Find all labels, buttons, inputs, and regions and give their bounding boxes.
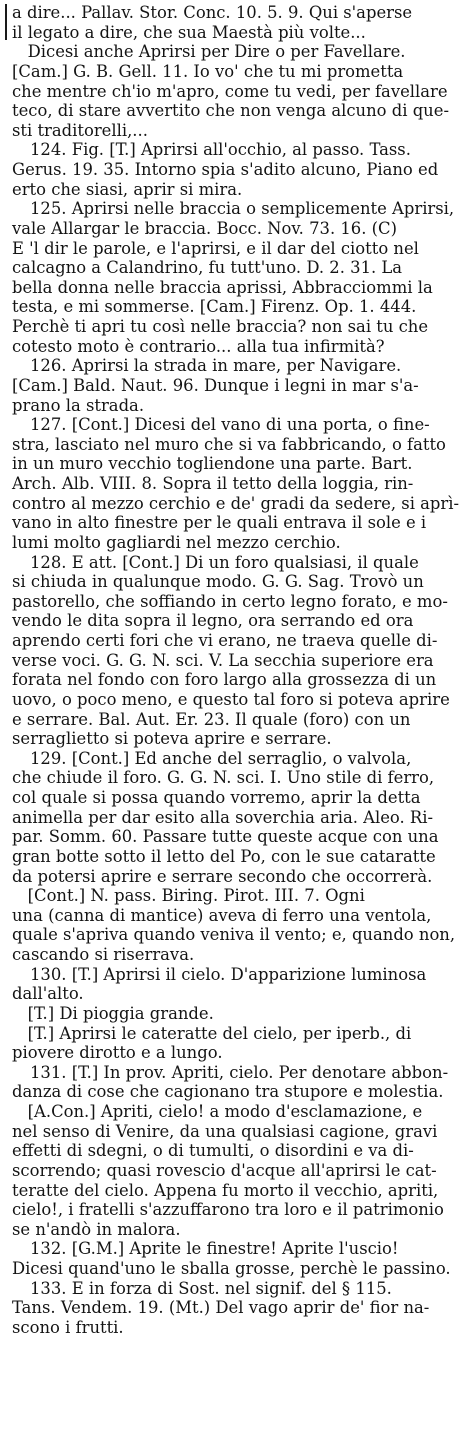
text-line: una (canna di mantice) aveva di ferro una ventola, <box>12 905 432 925</box>
text-line: animella per dar esito alla soverchia aria. Aleo. Ri- <box>12 807 434 827</box>
text-line: effetti di sdegni, o di tumulti, o disordini e va di- <box>12 1141 414 1161</box>
text-line: uovo, o poco meno, e questo tal foro si poteva aprire <box>12 689 450 709</box>
text-line: teratte del cielo. Appena fu morto il vecchio, apriti, <box>12 1180 439 1200</box>
text-line: vendo le dita sopra il legno, ora serrando ed ora <box>12 611 414 631</box>
entry-131 <box>12 1063 461 1240</box>
text-line: lumi molto gagliardi nel mezzo cerchio. <box>12 532 341 552</box>
text-line: e serrare. Bal. Aut. Er. 23. Il quale (foro) con un <box>12 709 411 729</box>
entry-127 <box>12 415 461 552</box>
text-line: [T.] Aprirsi le cateratte del cielo, per iperb., di <box>12 1023 412 1043</box>
text-line: Dicesi quand'uno le sballa grosse, perchè le passino. <box>12 1259 451 1278</box>
text-line: gran botte sotto il letto del Po, con le sue cataratte <box>12 846 436 866</box>
entry-133 <box>12 1279 461 1338</box>
text-line: 133. E in forza di Sost. nel signif. del § 115. <box>30 1278 392 1298</box>
text-line: forata nel fondo con foro largo alla grossezza di un <box>12 670 437 690</box>
text-line: il legato a dire, che sua Maestà più volte... <box>12 22 366 42</box>
text-line: 128. E att. [Cont.] Di un foro qualsiasi, il quale <box>30 552 419 572</box>
text-line: [Cam.] G. B. Gell. 11. Io vo' che tu mi prometta <box>12 61 404 81</box>
text-line: che chiude il foro. G. G. N. sci. I. Uno stile di ferro, <box>12 768 435 788</box>
text-line: Dicesi anche Aprirsi per Dire o per Favellare. <box>12 42 406 62</box>
text-line: Arch. Alb. VIII. 8. Sopra il tetto della loggia, rin- <box>12 474 414 493</box>
text-line: 126. Aprirsi la strada in mare, per Navigare. <box>30 356 402 376</box>
entry-132 <box>12 1239 461 1278</box>
entry-129 <box>12 749 461 965</box>
text-line: contro al mezzo cerchio e de' gradi da sedere, si aprì- <box>12 493 460 513</box>
text-line: in un muro vecchio togliendone una parte. Bart. <box>12 454 413 474</box>
text-line: cotesto moto è contrario... alla tua infirmità? <box>12 336 385 356</box>
text-line: [T.] Di pioggia grande. <box>12 1003 214 1023</box>
text-line: se n'andò in malora. <box>12 1219 181 1239</box>
entry-130 <box>12 965 461 1063</box>
text-line: che mentre ch'io m'apro, come tu vedi, per favellare <box>12 81 448 101</box>
text-line: danza di cose che cagionano tra stupore e molestia. <box>12 1082 444 1102</box>
text-line: Gerus. 19. 35. Intorno spia s'adito alcuno, Piano ed <box>12 160 439 179</box>
text-line: si chiuda in qualunque modo. G. G. Sag. Trovò un <box>12 572 424 592</box>
entry-125 <box>12 199 461 356</box>
text-line: serraglietto si poteva aprire e serrare. <box>12 729 332 749</box>
text-line: [Cam.] Bald. Naut. 96. Dunque i legni in mar s'a- <box>12 375 419 395</box>
text-line: 129. [Cont.] Ed anche del serraglio, o valvola, <box>30 748 412 768</box>
text-line: cascando si riserrava. <box>12 945 195 964</box>
text-line: verse voci. G. G. N. sci. V. La secchia superiore era <box>12 650 434 670</box>
text-line: aprendo certi fori che vi erano, ne traeva quelle di- <box>12 631 438 650</box>
text-line: a dire... Pallav. Stor. Conc. 10. 5. 9. Qui s'aperse <box>12 3 413 22</box>
text-line: Perchè ti apri tu così nelle braccia? non sai tu che <box>12 317 429 336</box>
text-line: prano la strada. <box>12 395 145 415</box>
text-line: Tans. Vendem. 19. (Mt.) Del vago aprir de' fior na- <box>12 1298 430 1318</box>
text-line: pastorello, che soffiando in certo legno forato, e mo- <box>12 591 448 611</box>
text-line: par. Somm. 60. Passare tutte queste acque con una <box>12 827 439 847</box>
text-line: sti traditorelli,... <box>12 120 148 140</box>
entry-126 <box>12 356 461 415</box>
text-line: scorrendo; quasi rovescio d'acque all'aprirsi le cat- <box>12 1160 437 1180</box>
text-line: 131. [T.] In prov. Apriti, cielo. Per denotare abbon- <box>30 1062 449 1082</box>
entry-124-fragment <box>12 3 461 140</box>
text-line: col quale si possa quando vorremo, aprir la detta <box>12 788 421 807</box>
text-line: cielo!, i fratelli s'azzuffarono tra loro e il patrimonio <box>12 1200 444 1220</box>
text-line: vale Allargar le braccia. Bocc. Nov. 73. 16. (C) <box>12 218 397 238</box>
text-line: [A.Con.] Apriti, cielo! a modo d'esclamazione, e <box>12 1102 423 1121</box>
entry-124 <box>12 140 461 199</box>
text-line: 132. [G.M.] Aprite le finestre! Aprite l'uscio! <box>30 1239 399 1259</box>
text-line: 127. [Cont.] Dicesi del vano di una porta, o fine- <box>30 415 430 435</box>
text-line: teco, di stare avvertito che non venga alcuno di que- <box>12 101 449 121</box>
text-line: testa, e mi sommerse. [Cam.] Firenz. Op. 1. 444. <box>12 297 417 317</box>
text-line: calcagno a Calandrino, fu tutt'uno. D. 2. 31. La <box>12 258 403 278</box>
text-line: 124. Fig. [T.] Aprirsi all'occhio, al passo. Tass. <box>30 140 411 160</box>
text-line: scono i frutti. <box>12 1317 124 1337</box>
text-line: 130. [T.] Aprirsi il cielo. D'apparizione luminosa <box>30 964 427 984</box>
text-line: stra, lasciato nel muro che si va fabbricando, o fatto <box>12 434 446 454</box>
text-line: bella donna nelle braccia aprissi, Abbracciommi la <box>12 277 433 297</box>
text-line: quale s'apriva quando veniva il vento; e, quando non, <box>12 925 456 945</box>
text-line: da potersi aprire e serrare secondo che occorrerà. <box>12 866 433 886</box>
text-line: piovere dirotto e a lungo. <box>12 1043 223 1063</box>
entry-128 <box>12 553 461 749</box>
text-line: erto che siasi, aprir si mira. <box>12 179 243 199</box>
text-line: nel senso di Venire, da una qualsiasi cagione, gravi <box>12 1121 438 1141</box>
text-line: vano in alto finestre per le quali entrava il sole e i <box>12 513 427 533</box>
text-line: [Cont.] N. pass. Biring. Pirot. III. 7. Ogni <box>12 886 365 906</box>
text-line: E 'l dir le parole, e l'aprirsi, e il dar del ciotto nel <box>12 238 419 258</box>
text-line: dall'alto. <box>12 984 84 1004</box>
text-line: 125. Aprirsi nelle braccia o semplicemente Aprirsi, <box>30 199 455 219</box>
